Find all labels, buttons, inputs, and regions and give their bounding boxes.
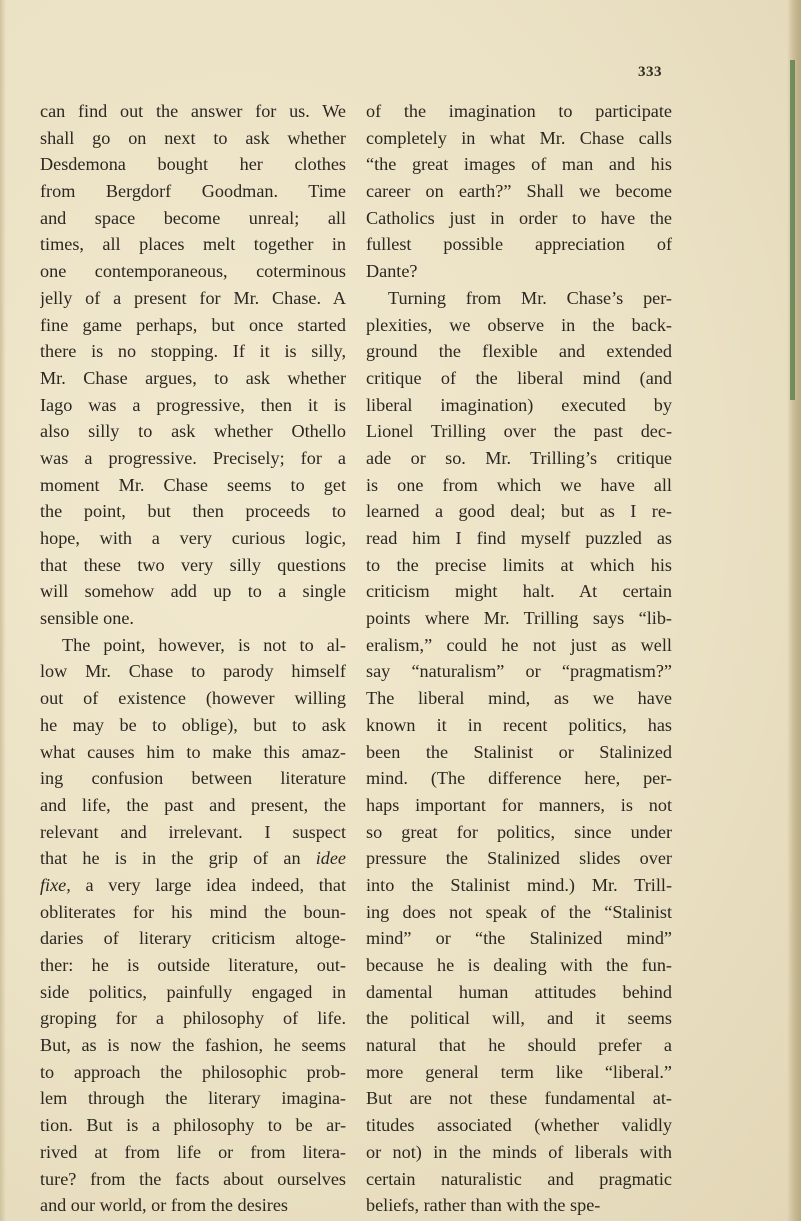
text-line: “the great images of man and his [366,154,672,175]
text-line: that these two very silly questions [40,554,346,575]
text-line: daries of literary criticism altoge- [40,928,346,949]
text-line: titudes associated (whether validly [366,1115,672,1136]
italic-term: idee [315,848,346,869]
text-line: certain naturalistic and pragmatic [366,1168,672,1189]
text-line: what causes him to make this amaz- [40,741,346,762]
text-line: natural that he should prefer a [366,1035,672,1056]
text-line: known it in recent politics, has [366,714,672,735]
text-line: more general term like “liberal.” [366,1061,672,1082]
text-line: mind” or “the Stalinized mind” [366,928,672,949]
text-line: points where Mr. Trilling says “lib- [366,608,672,629]
text-line: lem through the literary imagina- [40,1088,346,1109]
text-line: ade or so. Mr. Trilling’s critique [366,447,672,468]
text-line: The point, however, is not to al- [62,634,346,655]
text-line: sensible one. [40,608,134,629]
text-line: side politics, painfully engaged in [40,981,346,1002]
text-line: Lionel Trilling over the past dec- [366,421,672,442]
text-line: fine game perhaps, but once started [40,314,346,335]
text-line: Catholics just in order to have the [366,207,672,228]
text-line: Mr. Chase argues, to ask whether [40,367,346,388]
text-line: the political will, and it seems [366,1008,672,1029]
page-left-edge [0,0,6,1221]
text-line: rived at from life or from litera- [40,1141,346,1162]
text-line: ing does not speak of the “Stalinist [366,901,672,922]
left-text-column [40,98,346,1219]
text-line: critique of the liberal mind (and [366,367,672,388]
text-line: was a progressive. Precisely; for a [40,447,346,468]
text-line: Iago was a progressive, then it is [40,394,346,415]
text-line: hope, with a very curious logic, [40,528,346,548]
text-line: fullest possible appreciation of [366,234,672,255]
text-line: been the Stalinist or Stalinized [366,741,672,762]
text-line: into the Stalinist mind.) Mr. Trill- [366,874,672,895]
text-line: because he is dealing with the fun- [366,955,672,975]
text-line: ing confusion between literature [40,768,346,789]
text-line: the point, but then proceeds to [40,501,346,522]
right-text-column [366,98,672,1219]
page-number: 333 [638,64,662,80]
text-line: out of existence (however willing [40,688,346,709]
text-line: there is no stopping. If it is silly, [40,341,346,362]
text-line: also silly to ask whether Othello [40,421,346,442]
text-line: career on earth?” Shall we become [366,181,672,202]
text-line: he may be to oblige), but to ask [40,714,346,735]
text-line: Turning from Mr. Chase’s per- [388,287,672,308]
text-line: read him I find myself puzzled as [366,528,672,548]
text-line: haps important for manners, is not [366,794,672,815]
text-line: ther: he is outside literature, out- [40,955,346,975]
text-line: to the precise limits at which his [366,554,672,575]
text-line: from Bergdorf Goodman. Time [40,181,346,202]
text-line: But, as is now the fashion, he seems [40,1035,346,1056]
text-line: Dante? [366,261,418,282]
text-line: But are not these fundamental at- [366,1088,672,1109]
text-line: is one from which we have all [366,474,672,495]
text-line: relevant and irrelevant. I suspect [40,821,346,842]
text-line: to approach the philosophic prob- [40,1061,346,1082]
text-line: obliterates for his mind the boun- [40,901,346,922]
text-line: The liberal mind, as we have [366,688,672,709]
text-line: so great for politics, since under [366,821,672,842]
text-line: of the imagination to participate [366,101,672,121]
text-line: and life, the past and present, the [40,794,346,815]
text-line: will somehow add up to a single [40,581,346,602]
text-line: times, all places melt together in [40,234,346,255]
text-line: learned a good deal; but as I re- [366,501,672,522]
text-line: and our world, or from the desires [40,1195,288,1216]
text-line: shall go on next to ask whether [40,127,346,148]
text-line: one contemporaneous, coterminous [40,261,346,282]
text-line: say “naturalism” or “pragmatism?” [366,661,672,682]
text-line: pressure the Stalinized slides over [366,848,672,869]
text-line: ture? from the facts about ourselves [40,1168,346,1189]
text-line: ground the flexible and extended [366,341,672,362]
text-line: eralism,” could he not just as well [366,634,672,655]
text-line: Desdemona bought her clothes [40,154,346,175]
text-line: mind. (The difference here, per- [366,768,672,789]
text-line: tion. But is a philosophy to be ar- [40,1115,346,1136]
text-line: damental human attitudes behind [366,981,672,1002]
text-line: or not) in the minds of liberals with [366,1141,672,1162]
text-line: low Mr. Chase to parody himself [40,661,346,682]
text-line: moment Mr. Chase seems to get [40,474,346,495]
text-line: can find out the answer for us. We [40,101,346,121]
text-line: beliefs, rather than with the spe- [366,1195,601,1216]
text-line: groping for a philosophy of life. [40,1008,346,1029]
text-line: liberal imagination) executed by [366,394,672,415]
text-line: that he is in the grip of an idee [40,848,346,869]
text-line: plexities, we observe in the back- [366,314,672,335]
italic-term: fixe, [40,874,71,895]
page-edge-mark [790,60,795,400]
text-line: fixe, a very large idea indeed, that [40,874,346,895]
text-line: and space become unreal; all [40,207,346,228]
text-line: criticism might halt. At certain [366,581,672,602]
text-line: jelly of a present for Mr. Chase. A [40,287,346,308]
text-line: completely in what Mr. Chase calls [366,127,672,148]
